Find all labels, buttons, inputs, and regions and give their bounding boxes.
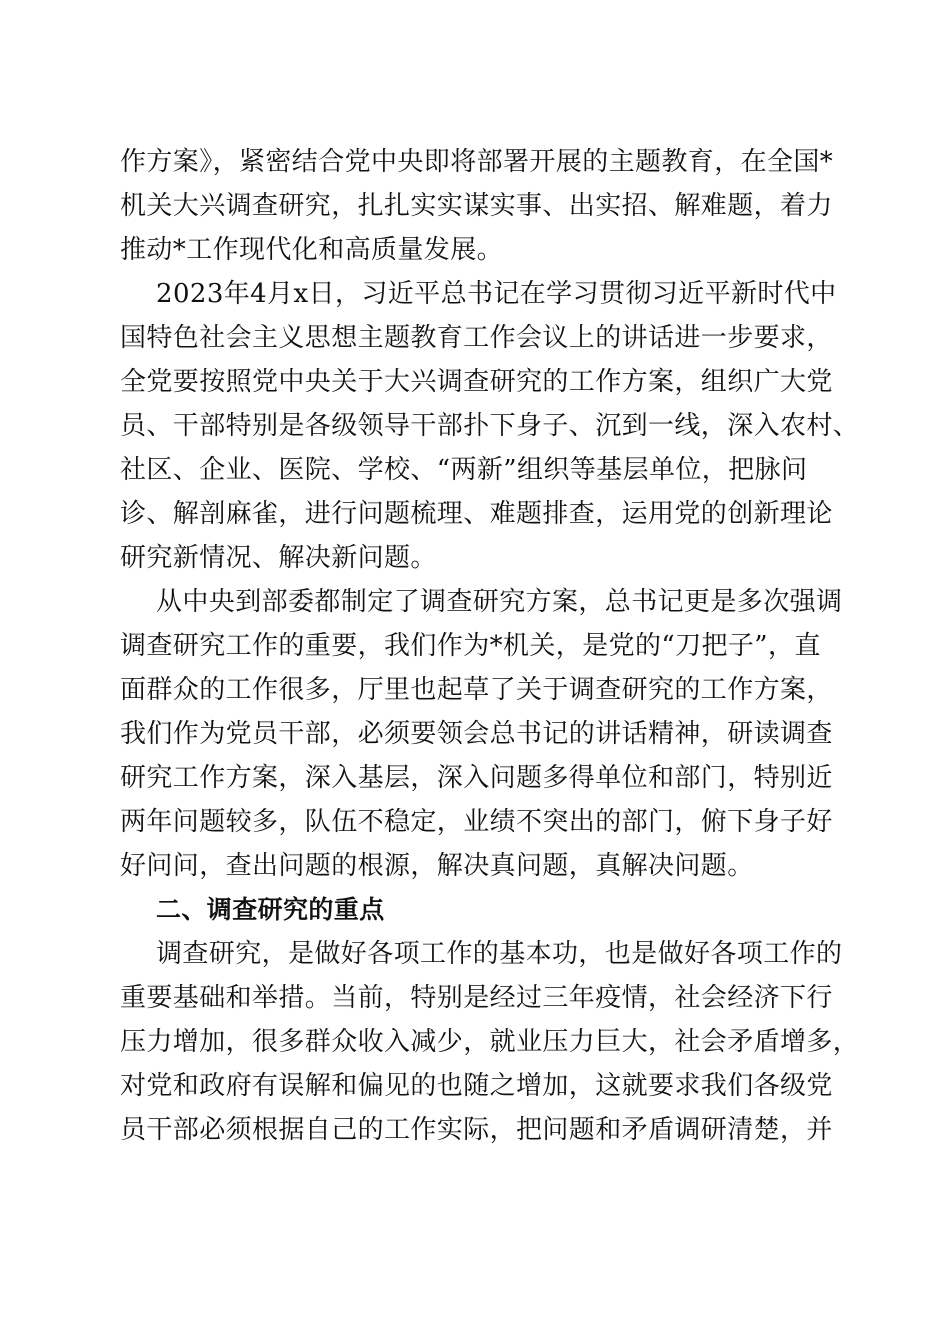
paragraph-line: 诊、解剖麻雀，进行问题梳理、难题排查，运用党的创新理论	[120, 499, 833, 529]
paragraph-line: 调查研究，是做好各项工作的基本功，也是做好各项工作的	[156, 939, 843, 969]
paragraph-line: 压力增加，很多群众收入减少，就业压力巨大，社会矛盾增多，	[120, 1027, 860, 1057]
paragraph-line: 作方案》，紧密结合党中央即将部署开展的主题教育，在全国*	[120, 147, 834, 177]
paragraph-line: 推动*工作现代化和高质量发展。	[120, 235, 504, 265]
paragraph-line: 机关大兴调查研究，扎扎实实谋实事、出实招、解难题，着力	[120, 191, 833, 221]
paragraph-line: 重要基础和举措。当前，特别是经过三年疫情，社会经济下行	[120, 983, 833, 1013]
paragraph-line: 我们作为党员干部，必须要领会总书记的讲话精神，研读调查	[120, 719, 833, 749]
paragraph-line: 面群众的工作很多，厅里也起草了关于调查研究的工作方案，	[120, 675, 833, 705]
paragraph-line: 研究新情况、解决新问题。	[120, 543, 437, 573]
paragraph-line: 国特色社会主义思想主题教育工作会议上的讲话进一步要求，	[120, 323, 833, 353]
paragraph-line: 好问问，查出问题的根源，解决真问题，真解决问题。	[120, 851, 754, 881]
paragraph-line: 员干部必须根据自己的工作实际，把问题和矛盾调研清楚，并	[120, 1115, 833, 1145]
section-heading: 二、调查研究的重点	[156, 895, 385, 924]
paragraph-line: 调查研究工作的重要，我们作为*机关，是党的“刀把子”，直	[120, 631, 821, 661]
paragraph-line: 社区、企业、医院、学校、“两新”组织等基层单位，把脉问	[120, 455, 808, 485]
paragraph-line: 对党和政府有误解和偏见的也随之增加，这就要求我们各级党	[120, 1071, 833, 1101]
paragraph-line: 2023年4月x日，习近平总书记在学习贯彻习近平新时代中	[156, 279, 837, 309]
paragraph-line: 两年问题较多，队伍不稳定，业绩不突出的部门，俯下身子好	[120, 807, 833, 837]
paragraph-line: 研究工作方案，深入基层，深入问题多得单位和部门，特别近	[120, 763, 833, 793]
paragraph-line: 全党要按照党中央关于大兴调查研究的工作方案，组织广大党	[120, 367, 833, 397]
paragraph-line: 员、干部特别是各级领导干部扑下身子、沉到一线，深入农村、	[120, 411, 860, 441]
paragraph-line: 从中央到部委都制定了调查研究方案，总书记更是多次强调	[156, 587, 843, 617]
